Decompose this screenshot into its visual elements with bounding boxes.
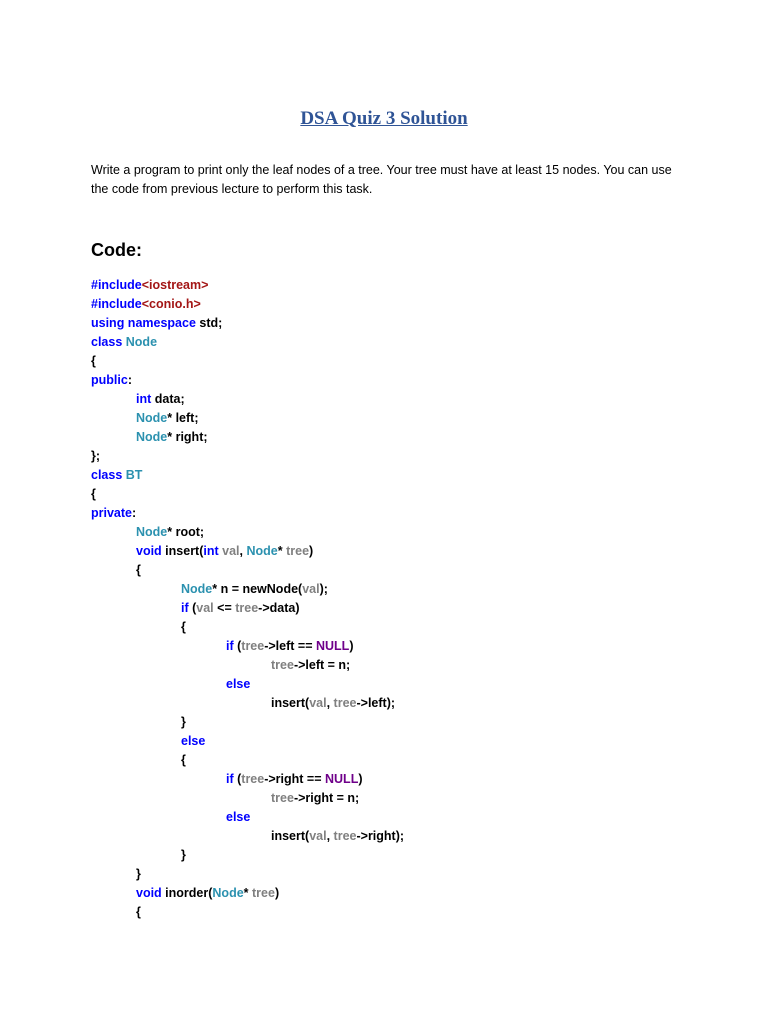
code-line [91, 827, 404, 846]
code-line [91, 447, 404, 466]
code-token: ( [233, 772, 242, 786]
code-line [91, 884, 404, 903]
code-line [91, 713, 404, 732]
code-token: tree [235, 601, 259, 615]
code-line [91, 732, 404, 751]
code-token: val [222, 544, 240, 558]
code-token: #include [91, 278, 142, 292]
code-token: <conio.h> [141, 297, 201, 311]
code-token: class [91, 468, 123, 482]
code-token: insert( [161, 544, 204, 558]
code-line [91, 295, 404, 314]
code-token: if [181, 601, 189, 615]
code-token: , [326, 696, 334, 710]
code-token: } [181, 848, 186, 862]
code-token: { [136, 563, 141, 577]
code-token: { [91, 487, 96, 501]
code-token: inorder( [161, 886, 213, 900]
code-line [91, 637, 404, 656]
code-token: class [91, 335, 123, 349]
code-line [91, 276, 404, 295]
code-token: else [181, 734, 206, 748]
code-line [91, 352, 404, 371]
code-line [91, 618, 404, 637]
code-token: val [302, 582, 320, 596]
code-line [91, 808, 404, 827]
code-token: ) [358, 772, 363, 786]
code-token: tree [241, 772, 265, 786]
code-token: ->data) [258, 601, 300, 615]
code-token: ->right = n; [293, 791, 360, 805]
problem-statement: Write a program to print only the leaf nodes of a tree. Your tree must have at least 15 nodes. You can use the code from previous lecture to perform this task. [91, 163, 672, 196]
code-token: tree [271, 658, 294, 672]
code-token: ( [233, 639, 242, 653]
code-token: <iostream> [141, 278, 209, 292]
code-token: private [91, 506, 132, 520]
code-token: else [226, 810, 251, 824]
code-token: } [181, 715, 186, 729]
code-token: { [136, 905, 141, 919]
document-title: DSA Quiz 3 Solution [300, 108, 468, 129]
code-token: * root; [167, 525, 205, 539]
code-token: #include [91, 297, 142, 311]
code-token: * right; [167, 430, 208, 444]
code-line [91, 314, 404, 333]
code-line [91, 694, 404, 713]
code-token: , [326, 829, 334, 843]
code-token: Node [125, 335, 158, 349]
code-token: <= [213, 601, 236, 615]
code-line [91, 466, 404, 485]
code-token: if [226, 639, 234, 653]
code-token: * [277, 544, 287, 558]
code-token: tree [252, 886, 275, 900]
code-token: else [226, 677, 251, 691]
code-line [91, 580, 404, 599]
code-token: tree [333, 696, 357, 710]
code-line [91, 789, 404, 808]
code-token: void [136, 886, 162, 900]
code-token: tree [241, 639, 265, 653]
code-token: Node [136, 525, 168, 539]
code-token: ); [319, 582, 328, 596]
code-line [91, 371, 404, 390]
code-token: BT [125, 468, 143, 482]
code-line [91, 751, 404, 770]
code-token: : [127, 373, 132, 387]
code-token: }; [91, 449, 101, 463]
code-token: int [136, 392, 152, 406]
code-token: insert( [271, 829, 310, 843]
code-line [91, 333, 404, 352]
code-line [91, 561, 404, 580]
code-line [91, 409, 404, 428]
code-token: std; [195, 316, 223, 330]
code-token: ) [309, 544, 314, 558]
code-token: : [132, 506, 137, 520]
code-token: } [136, 867, 141, 881]
code-token: ->left = n; [293, 658, 351, 672]
code-line [91, 523, 404, 542]
code-token: tree [286, 544, 310, 558]
code-line [91, 504, 404, 523]
code-token: NULL [315, 639, 350, 653]
code-token: using namespace [91, 316, 196, 330]
code-token: Node [246, 544, 278, 558]
code-token: Node [212, 886, 244, 900]
code-token: ) [349, 639, 354, 653]
code-token: int [203, 544, 219, 558]
code-token: void [136, 544, 162, 558]
code-token: * [243, 886, 252, 900]
code-line [91, 656, 404, 675]
code-token: data; [151, 392, 185, 406]
code-token: Node [136, 430, 168, 444]
code-line [91, 428, 404, 447]
code-token: NULL [325, 772, 359, 786]
code-line [91, 770, 404, 789]
code-line [91, 865, 404, 884]
code-token: * left; [167, 411, 199, 425]
code-token: ->left); [356, 696, 396, 710]
code-token: insert( [271, 696, 310, 710]
code-token: { [181, 620, 186, 634]
code-token: Node [136, 411, 168, 425]
code-token: Node [181, 582, 213, 596]
code-token: ->right); [356, 829, 405, 843]
code-token: ( [188, 601, 197, 615]
code-token: tree [271, 791, 294, 805]
code-token: val [309, 696, 327, 710]
code-token: public [91, 373, 128, 387]
code-token: val [309, 829, 327, 843]
code-line [91, 846, 404, 865]
code-token: ->right == [264, 772, 325, 786]
code-token: ->left == [264, 639, 316, 653]
code-token: ) [274, 886, 280, 900]
code-line [91, 599, 404, 618]
code-token: { [91, 354, 96, 368]
code-line [91, 390, 404, 409]
code-line [91, 675, 404, 694]
code-token: , [239, 544, 247, 558]
code-token: { [181, 753, 186, 767]
code-line [91, 485, 404, 504]
code-block [91, 276, 404, 922]
code-heading: Code: [91, 240, 142, 260]
code-token: * n = newNode( [212, 582, 303, 596]
code-token: if [226, 772, 234, 786]
code-line [91, 542, 404, 561]
code-token: val [196, 601, 214, 615]
code-line [91, 903, 404, 922]
code-token: tree [333, 829, 357, 843]
